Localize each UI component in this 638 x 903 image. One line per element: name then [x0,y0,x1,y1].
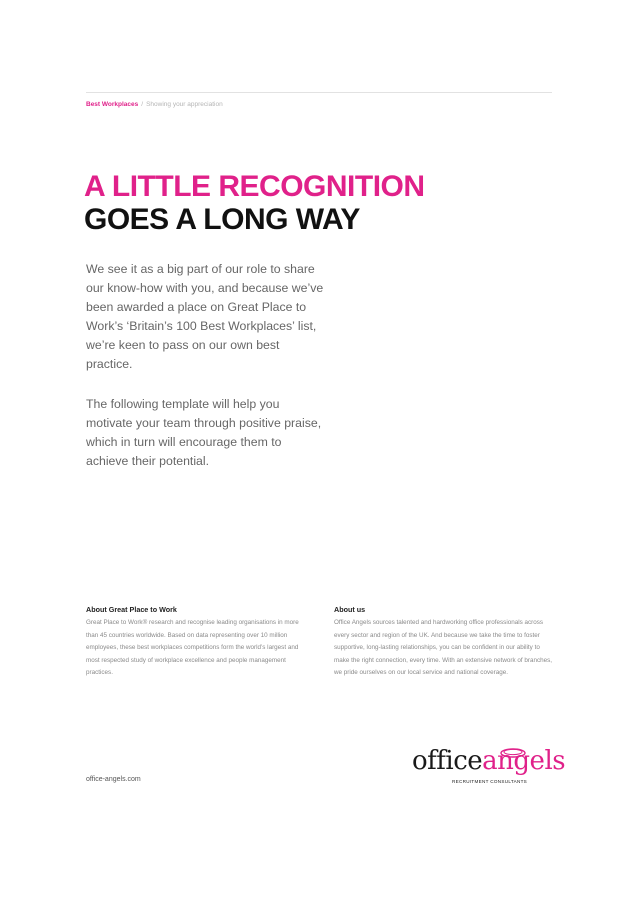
about-gptw-body: Great Place to Work® research and recognise leading organisations in more than 45 countries worldwide. Based on data representing over 10 million employees, these best workplaces competitions form the world’s largest and most respected study of workplace excellence and people management practices. [86,619,299,676]
breadcrumb-separator: / [141,101,144,108]
headline-line-2: GOES A LONG WAY [84,203,360,236]
intro-paragraph-2: The following template will help you motivate your team through positive praise, which in turn will encourage them to achieve their potential. [86,397,322,468]
about-us-heading: About us [334,605,366,614]
logo-tagline: RECRUITMENT CONSULTANTS [452,779,528,784]
breadcrumb-current: Best Workplaces [86,101,139,108]
top-divider [86,92,552,93]
about-us [334,605,554,680]
breadcrumb-subtitle: Showing your appreciation [146,101,223,108]
page-title [84,170,425,236]
intro-paragraph-1: We see it as a big part of our role to share our know-how with you, and because we’ve been awarded a place on Great Place to Work’s ‘Britain’s 100 Best Workplaces’ list, we’re keen to pass on our own best practice. [86,262,324,371]
logo-wordmark [412,746,565,776]
logo-office: office [412,746,483,776]
breadcrumb [86,101,223,108]
headline-line-1: A LITTLE RECOGNITION [84,170,425,203]
office-angels-logo [412,746,566,790]
about-great-place-to-work [86,605,306,680]
about-us-body: Office Angels sources talented and hardworking office professionals across every sector and region of the UK. And because we take the time to foster supportive, long-lasting relationships, you can be confident in our ability to make the right connection, every time. With an extensive network of branches, we pride ourselves on our local service and national coverage. [334,619,553,676]
logo-angels: angels [482,746,566,776]
about-gptw-heading: About Great Place to Work [86,605,177,614]
intro-text [86,260,326,492]
website-link[interactable]: office-angels.com [86,776,141,783]
